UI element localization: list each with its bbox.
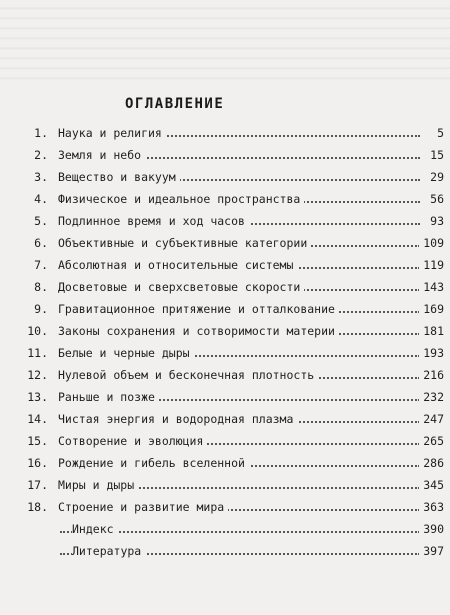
entry-title: Раньше и позже [58,388,159,406]
toc-entry [0,366,450,384]
entry-number: 3. [34,170,48,184]
toc-entry [0,498,450,516]
entry-number: 18. [27,500,48,514]
toc-entry [0,278,450,296]
entry-page: 143 [419,278,444,296]
entry-title: Объективные и субъективные категории [58,234,311,252]
toc-entry [0,212,450,230]
entry-page: 363 [419,498,444,516]
entry-number: 6. [34,236,48,250]
entry-page: 169 [419,300,444,318]
bleed-through-text [0,0,450,80]
page-title: ОГЛАВЛЕНИЕ [125,96,225,112]
entry-title: Земля и небо [58,146,145,164]
entry-title: Сотворение и эволюция [58,432,207,450]
entry-title: Подлинное время и ход часов [58,212,249,230]
entry-number: 13. [27,390,48,404]
entry-number: 2. [34,148,48,162]
entry-number: 4. [34,192,48,206]
toc-entry [0,454,450,472]
entry-title: Вещество и вакуум [58,168,180,186]
toc-entry-literature [0,542,450,560]
entry-title: Индекс [72,520,118,538]
entry-number: 11. [27,346,48,360]
entry-page: 56 [426,190,444,208]
entry-number: 9. [34,302,48,316]
entry-number: 15. [27,434,48,448]
entry-title: Законы сохранения и сотворимости материи [58,322,339,340]
toc-entry [0,234,450,252]
entry-title: Гравитационное притяжение и отталкование [58,300,339,318]
entry-number: 16. [27,456,48,470]
entry-number: 5. [34,214,48,228]
toc-entry [0,300,450,318]
toc-entry [0,410,450,428]
entry-page: 286 [419,454,444,472]
toc-entry [0,322,450,340]
entry-page: 181 [419,322,444,340]
entry-page: 5 [433,124,444,142]
entry-title: Строение и развитие мира [58,498,228,516]
toc-entry [0,256,450,274]
entry-number: 17. [27,478,48,492]
entry-page: 397 [419,542,444,560]
entry-page: 265 [419,432,444,450]
entry-page: 109 [419,234,444,252]
entry-number: 1. [34,126,48,140]
entry-page: 216 [419,366,444,384]
entry-title: Рождение и гибель вселенной [58,454,249,472]
toc-entry [0,190,450,208]
entry-title: Литература [72,542,145,560]
entry-page: 247 [419,410,444,428]
entry-page: 193 [419,344,444,362]
entry-page: 390 [419,520,444,538]
toc-entry [0,432,450,450]
toc-entry [0,146,450,164]
entry-title: Абсолютная и относительные системы [58,256,297,274]
toc-entry [0,476,450,494]
entry-title: Нулевой объем и бесконечная плотность [58,366,318,384]
toc-entry-index [0,520,450,538]
entry-title: Миры и дыры [58,476,138,494]
entry-number: 14. [27,412,48,426]
toc-entry [0,388,450,406]
entry-page: 29 [426,168,444,186]
entry-title: Наука и религия [58,124,166,142]
entry-number: 8. [34,280,48,294]
entry-number: 12. [27,368,48,382]
entry-title: Чистая энергия и водородная плазма [58,410,297,428]
entry-page: 345 [419,476,444,494]
entry-number: 10. [27,324,48,338]
entry-title: Досветовые и сверхсветовые скорости [58,278,304,296]
entry-title: Физическое и идеальное пространства [58,190,304,208]
toc-entry [0,124,450,142]
entry-page: 15 [426,146,444,164]
entry-page: 232 [419,388,444,406]
entry-page: 93 [426,212,444,230]
toc-entry [0,168,450,186]
entry-title: Белые и черные дыры [58,344,194,362]
entry-number: 7. [34,258,48,272]
toc-entry [0,344,450,362]
entry-page: 119 [419,256,444,274]
